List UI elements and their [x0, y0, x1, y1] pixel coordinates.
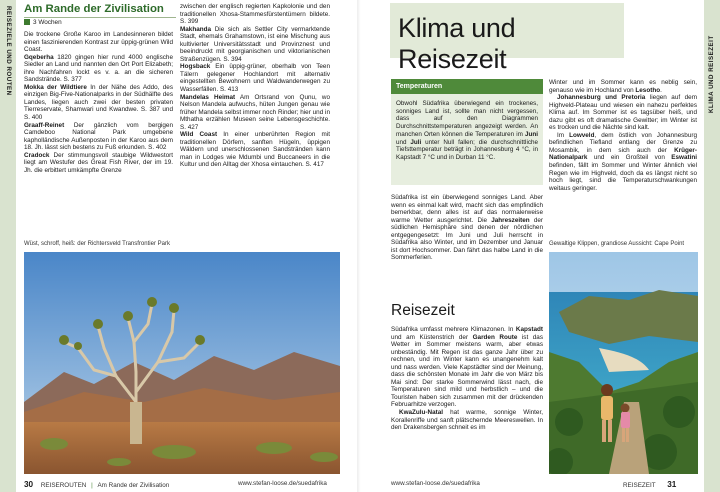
paragraph-lead: Lowveld — [569, 131, 595, 139]
paragraph-text: Winter und im Sommer kann es neblig sein, genauso wie im Hochland von — [549, 79, 697, 94]
paragraph-lead: KwaZulu-Natal — [399, 409, 444, 417]
paragraph-lead: Kapstadt — [515, 326, 543, 333]
photo-caption: Wüst, schroff, heiß: der Richtersveld Transfrontier Park — [24, 241, 170, 247]
paragraph — [24, 122, 173, 152]
info-text-bold: Juli — [410, 138, 422, 146]
paragraph-text: Im — [557, 131, 570, 139]
square-bullet-icon — [24, 19, 30, 25]
right-footer-url[interactable]: www.stefan-loose.de/suedafrika — [391, 480, 480, 487]
paragraph-text: Der gänzlich vom bergigen Camdeboo National Park umgebene kapholländische Außenposten in der Karoo aus dem 18. Jh. lässt sich bestens zu Fuß erkunden. S. 402 — [24, 121, 173, 152]
paragraph-lead: Mandelas Heimat — [180, 93, 236, 101]
right-column-b — [549, 79, 697, 192]
chapter-title-box — [390, 3, 624, 74]
paragraph-text: zwischen der englisch regierten Kapkolonie und den traditionellen Xhosa-Stammesfürstentümern bildete. S. 399 — [180, 3, 330, 26]
page-number-right: 31 — [667, 480, 677, 489]
paragraph-lead: Lesotho — [635, 86, 661, 94]
info-text-part: und — [396, 138, 411, 146]
paragraph — [24, 31, 173, 54]
info-text-part: Obwohl Südafrika überwiegend ein trockenes, sonniges Land ist, sollte man nicht vergessen, dass auf den Diagrammen Durchschnittstemperaturen angezeigt werden. An manchen Orten können die Temperaturen im — [396, 100, 538, 138]
paragraph-lead: Hogsback — [180, 63, 211, 71]
subheading-reisezeit: Reisezeit — [391, 302, 455, 319]
paragraph — [549, 79, 697, 94]
paragraph-text: , dem östlich von Johannesburg befindlichen Tiefland entlang der Grenze zu Mosambik, in dem sich auch der — [549, 131, 697, 154]
paragraph-text: 1820 gingen hier rund 4000 englische Siedler an Land und nannten den Ort Port Elizabeth; ihre Nachfahren lockt es v. a. an die sicheren Sandstrände. S. 377 — [24, 53, 173, 84]
footer-separator-icon: | — [91, 482, 93, 489]
paragraph — [24, 84, 173, 122]
temperature-info-box — [391, 79, 543, 185]
paragraph-text: Am Ortsrand von Qunu, wo Nelson Mandela aufwuchs, hüten Jungen genau wie früher Mandela selbst immer noch Rinder; hier und in Mthatha erzählen Museen seine Lebensgeschichte. S. 427 — [180, 93, 330, 131]
paragraph — [391, 194, 543, 262]
info-text-bold: Juni — [525, 130, 538, 138]
paragraph-text: . — [660, 86, 662, 94]
paragraph-lead: Graaff-Reinet — [24, 121, 65, 129]
paragraph-text: der südlichen Hemisphäre sind denen der nördlichen entgegengesetzt: Im Juni und Juli herrscht in Südafrika also Winter, und im Dezember und Januar ist dort Hochsommer. Dan fährt das halbe Land in die Sommerferien. — [391, 216, 543, 262]
photo-caption-right: Gewaltige Klippen, grandiose Aussicht: Cape Point — [549, 241, 685, 247]
paragraph-lead: Makhanda — [180, 25, 212, 33]
side-tab-left-label: REISEZIELE UND ROUTEN — [5, 6, 12, 96]
info-box-text — [396, 100, 538, 162]
chapter-title: Klima und Reisezeit — [398, 13, 516, 74]
info-box-heading: Temperaturen — [396, 82, 443, 90]
paragraph-text: Südafrika umfasst mehrere Klimazonen. In — [391, 326, 516, 333]
paragraph — [24, 54, 173, 84]
paragraph-text: In einer unberührten Region mit traditionellen Dörfern, sanften Hügeln, üppigen Wäldern und unerschlossenen Sandstränden kann man in Lodges wie Mdumbi und Buccaneers in die Kultur und den Alltag der Xhosa eintauchen. S. 417 — [180, 131, 330, 169]
footer-section-right: REISEZEIT — [623, 482, 656, 489]
footer-chapter: Am Rande der Zivilisation — [97, 482, 170, 489]
page-number-left: 30 — [24, 480, 34, 489]
right-footer — [623, 480, 676, 489]
paragraph-text: Die trockene Große Karoo im Landesinneren bildet einen faszinierenden Kontrast zur üppig-grünen Wild Coast. — [24, 31, 173, 54]
paragraph-text: Der stimmungsvoll staubige Wildwestort liegt am Westufer des Great Fish River, der im 19. Jh. die erbittert umkämpfte Grenze — [24, 151, 173, 174]
info-box-header — [391, 79, 543, 94]
paragraph — [549, 132, 697, 192]
paragraph-text: In der Nähe des Addo, des einzigen Big-Five-Nationalparks in der Südhälfte des Landes, liegen auch zwei der besten privaten Tierreservate, Shamwari und Kwandwe. S. 387 und S. 400 — [24, 83, 173, 122]
paragraph — [180, 26, 330, 64]
paragraph-lead: Cradock — [24, 151, 50, 159]
paragraph-text: Die sich als Settler City vermarktende Stadt, ehemals Grahamstown, ist eine Mischung aus kultivierter Universitätsstadt und Provinznest und beeindruckt mit georgianischen und viktorianischen Straßenzügen. S. 394 — [180, 25, 330, 63]
paragraph-lead: Krüger-Nationalpark — [549, 146, 697, 162]
section-heading: Am Rande der Zivilisation — [24, 3, 176, 18]
paragraph-lead: Garden Route — [472, 333, 518, 341]
right-column-a-lower — [391, 326, 543, 432]
paragraph-text: ist das Wetter im Sommer meistens warm, aber etwas unbeständig. Mit Regen ist das ganze Jahr über zu rechnen, und im Winter kann es unangenehm kalt und nass werden. Viele Kapstädter sind der Meinung, dass die schönsten Monate im Jahr die von März bis Mai sind: Der starke Sommerwind lässt nach, die Temperaturen sind mild und herbstlich – und die Touristen haben sich zusammen mit der drückenden Februarhitze verzogen. — [391, 333, 543, 409]
footer-section: REISEROUTEN — [40, 482, 87, 489]
paragraph-text: befinden, fällt im Sommer und Winter ähnlich viel Regen wie im Highveld, doch da es längst nicht so hoch liegt, sind die Temperaturschwankungen weitaus geringer. — [549, 162, 697, 192]
right-column-a-upper — [391, 194, 543, 262]
paragraph-lead: Jahreszeiten — [491, 216, 530, 224]
duration-badge — [24, 19, 62, 26]
left-footer — [24, 480, 169, 489]
cape-point-illustration — [549, 252, 698, 474]
desert-photo — [24, 252, 340, 474]
paragraph-lead: Wild Coast — [180, 131, 218, 139]
paragraph-lead: Mokka der Wildtiere — [24, 83, 87, 91]
paragraph — [24, 152, 173, 175]
paragraph — [180, 94, 330, 132]
paragraph — [180, 3, 330, 26]
side-tab-left — [0, 0, 16, 492]
left-footer-url[interactable]: www.stefan-loose.de/suedafrika — [238, 480, 327, 487]
side-tab-right-label: KLIMA UND REISEZEIT — [708, 35, 715, 113]
duration-label: 3 Wochen — [33, 19, 62, 26]
paragraph-text: Ein üppig-grüner, oberhalb von Teen Tälern gelegener Hochlandort mit alternativ eingestellten Bewohnern und Waldwanderwegen zu Wasserfällen. S. 413 — [180, 63, 330, 94]
paragraph — [180, 131, 330, 169]
paragraph-lead: Eswatini — [671, 154, 697, 162]
paragraph-lead: Johannesburg und Pretoria — [557, 94, 646, 102]
side-tab-right — [704, 0, 720, 492]
paragraph-text: und am Küstenstrich der — [391, 333, 473, 341]
paragraph — [549, 94, 697, 132]
paragraph-text: hat warme, sonnige Winter, Korallenriffe und sanft plätschernde Meereswellen. In den Drakensbergen schneit es im — [391, 409, 543, 432]
paragraph — [391, 409, 543, 432]
paragraph — [180, 63, 330, 93]
paragraph-lead: Gqeberha — [24, 53, 54, 61]
cape-point-photo — [549, 252, 698, 474]
paragraph — [391, 326, 543, 409]
info-text-part: unter Null fallen; die durchschnittliche Tiefsttemperatur beträgt in Johannesburg 4 °C, in Kapstadt 7 °C und in Durban 11 °C. — [396, 138, 538, 161]
left-column-2 — [180, 3, 330, 169]
quiver-tree-illustration — [24, 252, 340, 474]
left-column-1 — [24, 31, 173, 174]
paragraph-text: und ein Großteil von — [587, 154, 672, 162]
paragraph-text: Südafrika ist ein überwiegend sonniges Land. Aber wenn es einmal kalt wird, macht sich das empfindlich bemerkbar, denn alles ist auf das normalerweise warme Wetter ausgerichtet. Die — [391, 194, 543, 224]
paragraph-text: liegen auf dem Highveld-Plateau und wiesen ein nahezu perfektes Klima auf. Im Sommer ist es tagsüber heiß, und dazu gibt es oft dramatische Gewitter; im Winter ist es trocken und die Nächte sind kalt. — [549, 94, 697, 132]
